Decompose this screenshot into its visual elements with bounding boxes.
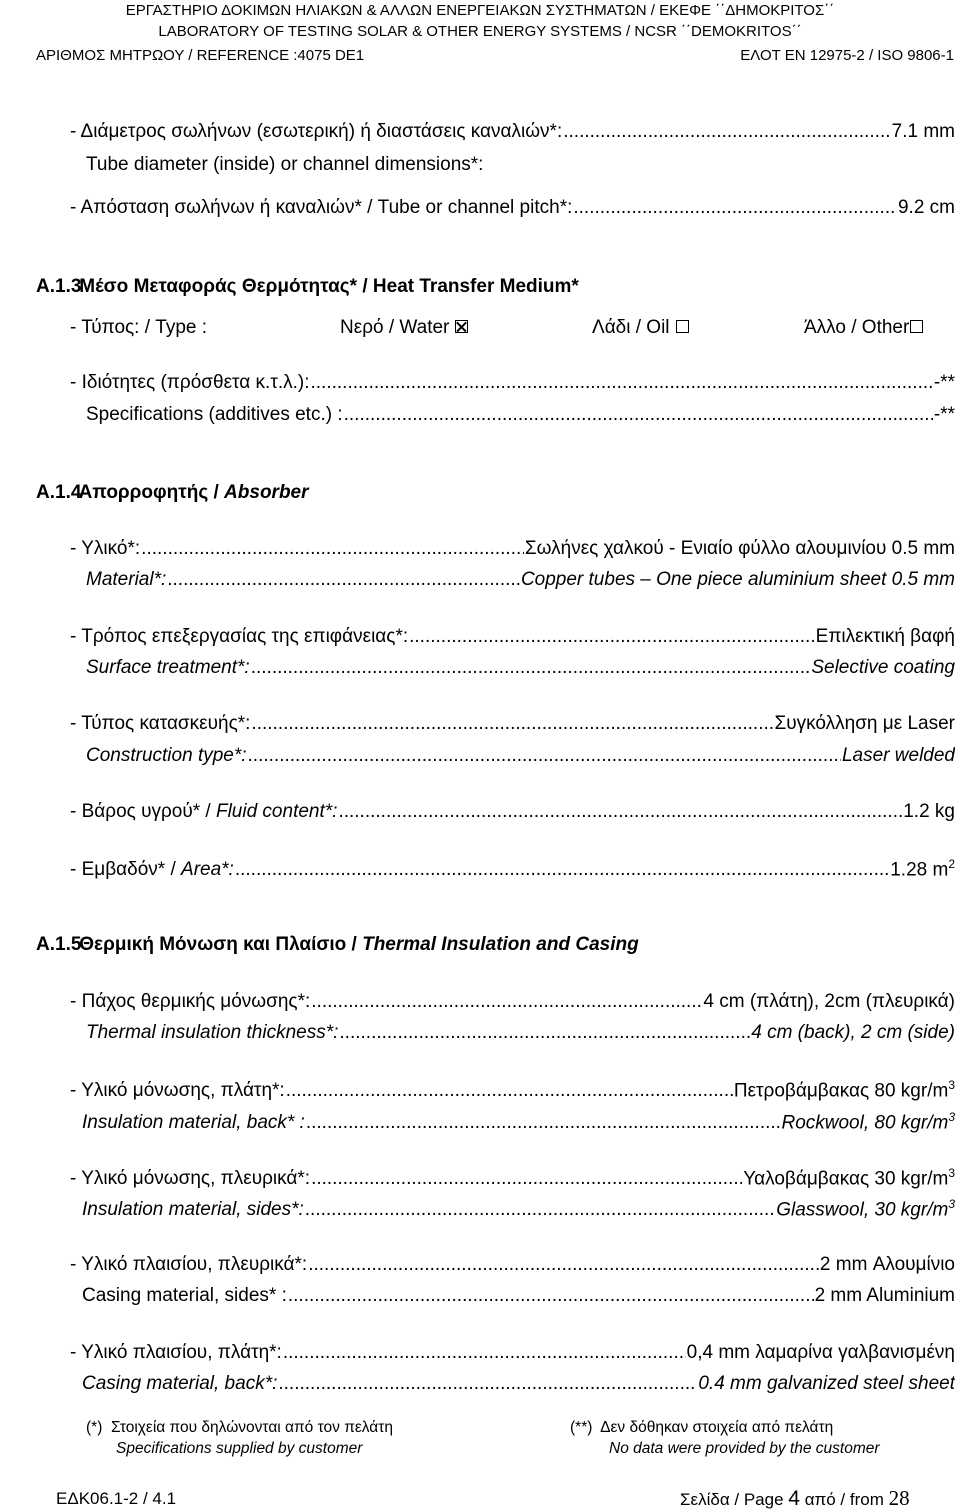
area-label-gr: - Εμβαδόν* / (70, 859, 182, 881)
casing-back-value: 0,4 mm λαμαρίνα γαλβανισμένη (686, 1342, 955, 1363)
insulation-thickness-row-en (86, 1022, 955, 1048)
leader-dots (311, 991, 702, 1013)
option-water-label: Νερό / Water (340, 317, 450, 338)
casing-sides-value-en: 2 mm Aluminium (814, 1285, 955, 1306)
fluid-label-en: Fluid content*: (215, 801, 338, 822)
leader-dots (141, 538, 524, 560)
area-exponent: 2 (948, 857, 955, 871)
leader-dots (308, 1254, 819, 1276)
insulation-thickness-label: - Πάχος θερμικής μόνωσης*: (70, 991, 311, 1012)
leader-dots (251, 657, 811, 679)
section-number: A.1.4 (36, 482, 82, 503)
absorber-material-value: Σωλήνες χαλκού - Ενιαίο φύλλο αλουμινίου 0.5 mm (524, 538, 955, 559)
medium-spec-row-gr (70, 372, 955, 398)
casing-sides-label: - Υλικό πλαισίου, πλευρικά*: (70, 1254, 308, 1275)
medium-option-other[interactable] (804, 317, 923, 339)
leader-dots (305, 1199, 775, 1221)
section-title: Θερμική Μόνωση και Πλαίσιο / (79, 934, 363, 955)
exponent: 3 (948, 1078, 955, 1092)
insulation-thickness-value: 4 cm (πλάτη), 2cm (πλευρικά) (703, 991, 955, 1012)
absorber-surface-label: - Τρόπος επεξεργασίας της επιφάνειας*: (70, 626, 409, 647)
exponent: 3 (948, 1110, 955, 1124)
insulation-back-label-en: Insulation material, back* : (82, 1112, 305, 1134)
area-label-en: Area*: (181, 859, 234, 881)
from-label: από / from (804, 1490, 884, 1509)
absorber-material-value-en: Copper tubes – One piece aluminium sheet 0.5 mm (520, 569, 955, 590)
section-number: A.1.5 (36, 934, 82, 955)
header-lab-en: LABORATORY OF TESTING SOLAR & OTHER ENERGY SYSTEMS / NCSR ΄΄DEMOKRITOS΄΄ (158, 23, 802, 40)
section-heat-transfer-medium (36, 276, 579, 298)
insulation-sides-label-en: Insulation material, sides*: (82, 1199, 304, 1221)
footnote-text-en: No data were provided by the customer (609, 1440, 880, 1457)
medium-spec-value-en: -** (933, 404, 955, 425)
insulation-sides-value (743, 1166, 955, 1190)
fluid-label-gr: - Βάρος υγρού* / (70, 801, 216, 822)
section-insulation (36, 934, 639, 956)
leader-dots (235, 859, 889, 881)
insulation-back-label: - Υλικό μόνωσης, πλάτη*: (70, 1080, 285, 1102)
absorber-surface-row (70, 626, 955, 652)
header-lab-gr: ΕΡΓΑΣΤΗΡΙΟ ΔΟΚΙΜΩΝ ΗΛΙΑΚΩΝ & ΑΛΛΩΝ ΕΝΕΡΓΕΙΑΚΩΝ ΣΥΣΤΗΜΑΤΩΝ / ΕΚΕΦΕ ΄΄ΔΗΜΟΚΡΙΤΟΣ΄΄ (125, 2, 835, 19)
section-number: A.1.3 (36, 276, 82, 297)
insulation-back-row-en (82, 1110, 955, 1136)
absorber-surface-row-en (86, 657, 955, 683)
leader-dots (251, 713, 773, 735)
header-reference: ΑΡΙΘΜΟΣ ΜΗΤΡΩΟΥ / REFERENCE :4075 DE1 (36, 47, 365, 64)
leader-dots (563, 121, 890, 143)
section-absorber (36, 482, 309, 504)
leader-dots (573, 197, 897, 219)
absorber-fluid-row (70, 801, 955, 827)
footer-page-info (680, 1486, 910, 1511)
absorber-construction-row-en (86, 745, 955, 771)
insulation-sides-row-en (82, 1197, 955, 1223)
header-standard: ΕΛΟΤ EN 12975-2 / ISO 9806-1 (740, 47, 954, 64)
tube-diameter-value: 7.1 mm (891, 121, 955, 142)
leader-dots (311, 372, 933, 394)
absorber-surface-label-en: Surface treatment*: (86, 657, 250, 678)
insulation-thickness-row (70, 991, 955, 1017)
absorber-material-row (70, 538, 955, 564)
leader-dots (409, 626, 815, 648)
insulation-back-value-en (781, 1110, 955, 1134)
tube-pitch-row (70, 197, 955, 223)
absorber-fluid-label (70, 801, 337, 823)
page-label: Σελίδα / Page (680, 1490, 784, 1509)
absorber-construction-row (70, 713, 955, 739)
footnote-mark: (*) (86, 1419, 103, 1436)
leader-dots (248, 745, 841, 767)
section-title: Απορροφητής / (78, 482, 225, 503)
footnote-no-data-en (609, 1440, 880, 1458)
checkbox-oil[interactable] (676, 320, 689, 333)
tube-pitch-label: - Απόσταση σωλήνων ή καναλιών* / Tube or channel pitch*: (70, 197, 573, 218)
exponent: 3 (948, 1166, 955, 1180)
checkbox-water-checked[interactable] (455, 320, 468, 333)
leader-dots (278, 1373, 697, 1395)
tube-diameter-label-en: Tube diameter (inside) or channel dimensions*: (86, 154, 484, 175)
section-title-en: Absorber (224, 482, 309, 503)
absorber-material-label-en: Material*: (86, 569, 167, 590)
casing-back-label-en: Casing material, back*: (82, 1373, 278, 1394)
absorber-surface-value-en: Selective coating (811, 657, 955, 678)
absorber-area-label (70, 859, 234, 881)
leader-dots (306, 1112, 781, 1134)
absorber-fluid-value: 1.2 kg (903, 801, 955, 822)
leader-dots (311, 1168, 742, 1190)
leader-dots (283, 1342, 686, 1364)
footer-doc-code: ΕΔΚ06.1-2 / 4.1 (56, 1489, 177, 1508)
absorber-area-value (890, 857, 955, 881)
insulation-back-row (70, 1078, 955, 1104)
casing-back-value-en: 0.4 mm galvanized steel sheet (698, 1373, 955, 1394)
casing-sides-value: 2 mm Αλουμίνιο (819, 1254, 955, 1275)
sides-value-en: Glasswool, 30 kgr/m (776, 1199, 949, 1221)
insulation-thickness-label-en: Thermal insulation thickness*: (86, 1022, 339, 1043)
leader-dots (344, 404, 933, 426)
footnote-text-gr: Δεν δόθηκαν στοιχεία από πελάτη (600, 1419, 834, 1436)
tube-diameter-label: - Διάμετρος σωλήνων (εσωτερική) ή διαστάσεις καναλιών*: (70, 121, 563, 142)
insulation-sides-label: - Υλικό μόνωσης, πλευρικά*: (70, 1168, 311, 1190)
medium-option-water[interactable] (340, 317, 468, 339)
leader-dots (167, 569, 520, 591)
medium-spec-value: -** (933, 372, 955, 393)
footnote-customer-en (116, 1440, 362, 1458)
leader-dots (288, 1285, 814, 1307)
page-total: 28 (888, 1486, 910, 1510)
area-value: 1.28 m (890, 859, 949, 881)
section-title: Μέσο Μεταφοράς Θερμότητας* / Heat Transfer Medium* (79, 276, 579, 297)
section-title-en: Thermal Insulation and Casing (362, 934, 639, 955)
leader-dots (338, 801, 902, 823)
footnote-mark: (**) (570, 1419, 593, 1436)
option-other-label: Άλλο / Other (804, 317, 910, 338)
absorber-construction-label: - Τύπος κατασκευής*: (70, 713, 251, 734)
casing-back-label: - Υλικό πλαισίου, πλάτη*: (70, 1342, 282, 1363)
back-value-en: Rockwool, 80 kgr/m (781, 1112, 949, 1134)
insulation-sides-row (70, 1166, 955, 1192)
casing-back-row (70, 1342, 955, 1368)
insulation-sides-value-en (776, 1197, 955, 1221)
footnote-text-en: Specifications supplied by customer (116, 1440, 363, 1457)
medium-spec-label-en: Specifications (additives etc.) : (86, 404, 343, 425)
medium-spec-label: - Ιδιότητες (πρόσθετα κ.τ.λ.): (70, 372, 310, 393)
option-oil-label: Λάδι / Oil (592, 317, 670, 338)
leader-dots (286, 1080, 733, 1102)
leader-dots (339, 1022, 750, 1044)
back-value: Πετροβάμβακας 80 kgr/m (733, 1080, 949, 1102)
absorber-surface-value: Επιλεκτική βαφή (815, 626, 955, 647)
footnote-no-data (570, 1419, 833, 1437)
insulation-thickness-value-en: 4 cm (back), 2 cm (side) (751, 1022, 955, 1043)
footnote-text-gr: Στοιχεία που δηλώνονται από τον πελάτη (110, 1419, 394, 1436)
casing-back-row-en (82, 1373, 955, 1399)
tube-diameter-row (70, 121, 955, 147)
casing-sides-row (70, 1254, 955, 1280)
page-number: 4 (788, 1487, 800, 1510)
absorber-construction-label-en: Construction type*: (86, 745, 247, 766)
exponent: 3 (948, 1197, 955, 1211)
medium-option-oil[interactable] (592, 317, 689, 339)
absorber-area-row (70, 857, 955, 883)
casing-sides-row-en (82, 1285, 955, 1311)
absorber-material-label: - Υλικό*: (70, 538, 141, 559)
absorber-construction-value-en: Laser welded (841, 745, 955, 766)
insulation-back-value (734, 1078, 955, 1102)
casing-sides-label-en: Casing material, sides* : (82, 1285, 287, 1306)
absorber-material-row-en (86, 569, 955, 595)
medium-spec-row-en (86, 404, 955, 430)
tube-pitch-value: 9.2 cm (897, 197, 955, 218)
sides-value: Υαλοβάμβακας 30 kgr/m (743, 1168, 949, 1190)
absorber-construction-value: Συγκόλληση με Laser (774, 713, 955, 734)
footnote-customer (86, 1419, 393, 1437)
medium-type-label: - Τύπος: / Type : (70, 317, 208, 338)
checkbox-other[interactable] (910, 320, 923, 333)
